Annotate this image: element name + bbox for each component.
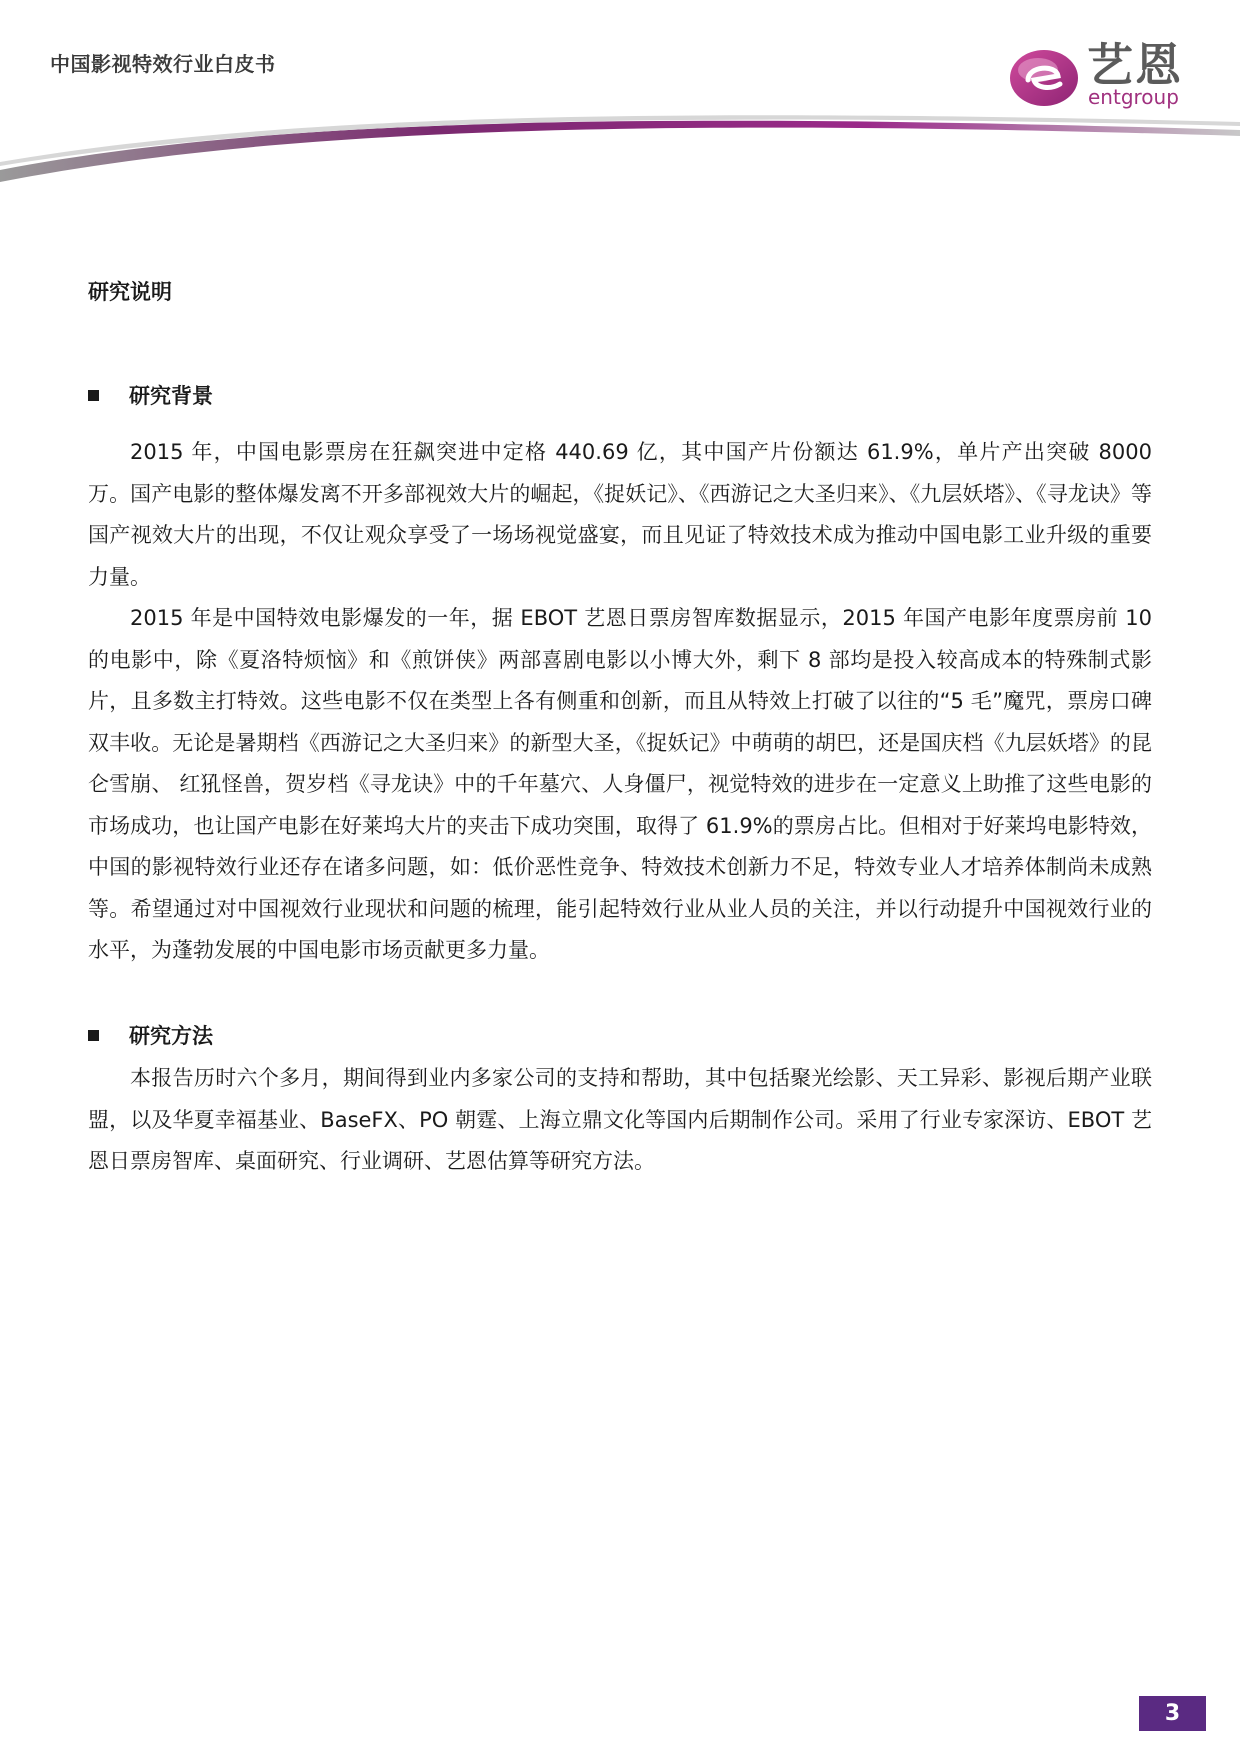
entgroup-logo (1008, 40, 1198, 112)
subheading-research-methods (88, 1021, 213, 1051)
subheading-research-background (88, 381, 213, 411)
paragraph-methods-1: 本报告历时六个多月，期间得到业内多家公司的支持和帮助，其中包括聚光绘影、天工异彩、影视后期产业联盟，以及华夏幸福基业、BaseFX、PO 朝霆、上海立鼎文化等国内后期制作公司。采用了行业专家深访、EBOT 艺恩日票房智库、桌面研究、行业调研、艺恩估算等研究方法。 (88, 1066, 1152, 1173)
logo-english-text: entgroup (1088, 85, 1179, 109)
square-bullet-icon (88, 1030, 99, 1041)
section-title: 研究说明 (88, 280, 172, 304)
header-swoosh-divider (0, 112, 1240, 192)
logo-chinese-text: 艺恩 (1087, 38, 1183, 92)
square-bullet-icon (88, 390, 99, 401)
paragraph-background-2: 2015 年是中国特效电影爆发的一年，据 EBOT 艺恩日票房智库数据显示，2015 年国产电影年度票房前 10 的电影中，除《夏洛特烦恼》和《煎饼侠》两部喜剧电影以小博大外，剩下 8 部均是投入较高成本的特殊制式影片，且多数主打特效。这些电影不仅在类型上各有侧重和创新，而且从特效上打破了以往的“5 毛”魔咒，票房口碑双丰收。无论是暑期档《西游记之大圣归来》的新型大圣，《捉妖记》中萌萌的胡巴，还是国庆档《九层妖塔》的昆仑雪崩、 红犼怪兽，贺岁档《寻龙诀》中的千年墓穴、人身僵尸，视觉特效的进步在一定意义上助推了这些电影的市场成功，也让国产电影在好莱坞大片的夹击下成功突围，取得了 61.9%的票房占比。但相对于好莱坞电影特效，中国的影视特效行业还存在诸多问题，如：低价恶性竞争、特效技术创新力不足，特效专业人才培养体制尚未成熟等。希望通过对中国视效行业现状和问题的梳理，能引起特效行业从业人员的关注，并以行动提升中国视效行业的水平，为蓬勃发展的中国电影市场贡献更多力量。 (88, 606, 1152, 962)
document-title: 中国影视特效行业白皮书 (50, 52, 276, 76)
subheading-text: 研究背景 (129, 384, 213, 408)
subheading-text: 研究方法 (129, 1024, 213, 1048)
page-number: 3 (1139, 1696, 1206, 1731)
entgroup-logo-icon (1008, 42, 1086, 108)
paragraph-background-1: 2015 年，中国电影票房在狂飙突进中定格 440.69 亿，其中国产片份额达 61.9%，单片产出突破 8000 万。国产电影的整体爆发离不开多部视效大片的崛起，《捉妖记》、《西游记之大圣归来》、《九层妖塔》、《寻龙诀》等国产视效大片的出现，不仅让观众享受了一场场视觉盛宴，而且见证了特效技术成为推动中国电影工业升级的重要力量。 (88, 440, 1152, 589)
